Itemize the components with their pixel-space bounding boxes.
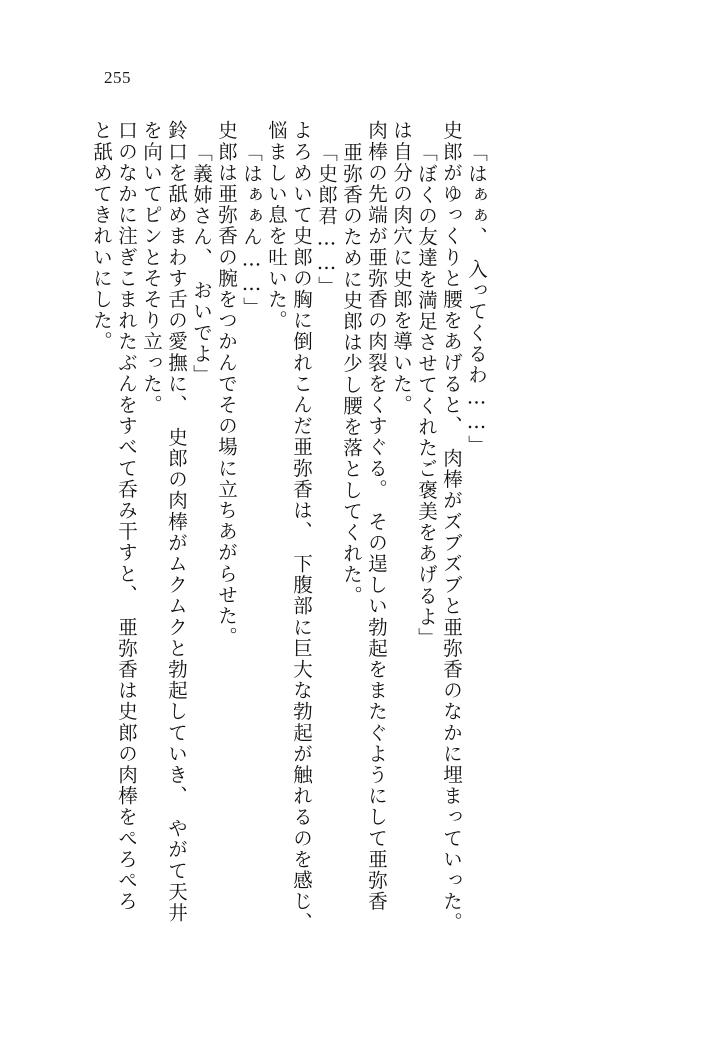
text-line: 史郎は亜弥香の腕をつかんでその場に立ちあがらせた。 [215,120,238,648]
text-line: 鈴口を舐めまわす舌の愛撫に、 史郎の肉棒がムクムクと勃起していき、 やがて天井 [165,120,188,924]
text-line: を向いてピンとそそり立った。 [140,120,163,416]
page-number: 255 [104,68,131,87]
vertical-body-text [86,120,646,990]
text-line: と舐めてきれいにした。 [90,120,113,353]
text-line: 亜弥香のために史郎は少し腰を落としてくれた。 [340,142,363,607]
text-line: 「義姉さん、 おいでよ」 [190,142,213,386]
text-line: 「はぁぁ、 入ってくるわ……」 [465,142,488,456]
text-line: 肉棒の先端が亜弥香の肉裂をくすぐる。 その逞しい勃起をまたぐようにして亜弥香 [365,120,388,913]
text-line: 口のなかに注ぎこまれたぶんをすべて呑み干すと、 亜弥香は史郎の肉棒をぺろぺろ [115,120,138,913]
text-line: 史郎がゆっくりと腰をあげると、 肉棒がズブズブと亜弥香のなかに埋まっていった。 [440,120,463,934]
text-line: 悩ましい息を吐いた。 [265,120,288,331]
text-line: 「ぼくの友達を満足させてくれたご褒美をあげるよ」 [415,142,438,649]
text-line: は自分の肉穴に史郎を導いた。 [390,120,413,416]
text-line: よろめいて史郎の胸に倒れこんだ亜弥香は、 下腹部に巨大な勃起が触れるのを感じ、 [290,120,313,934]
text-line: 「史郎君……」 [315,142,338,297]
text-line: 「はぁぁん……」 [240,142,263,318]
